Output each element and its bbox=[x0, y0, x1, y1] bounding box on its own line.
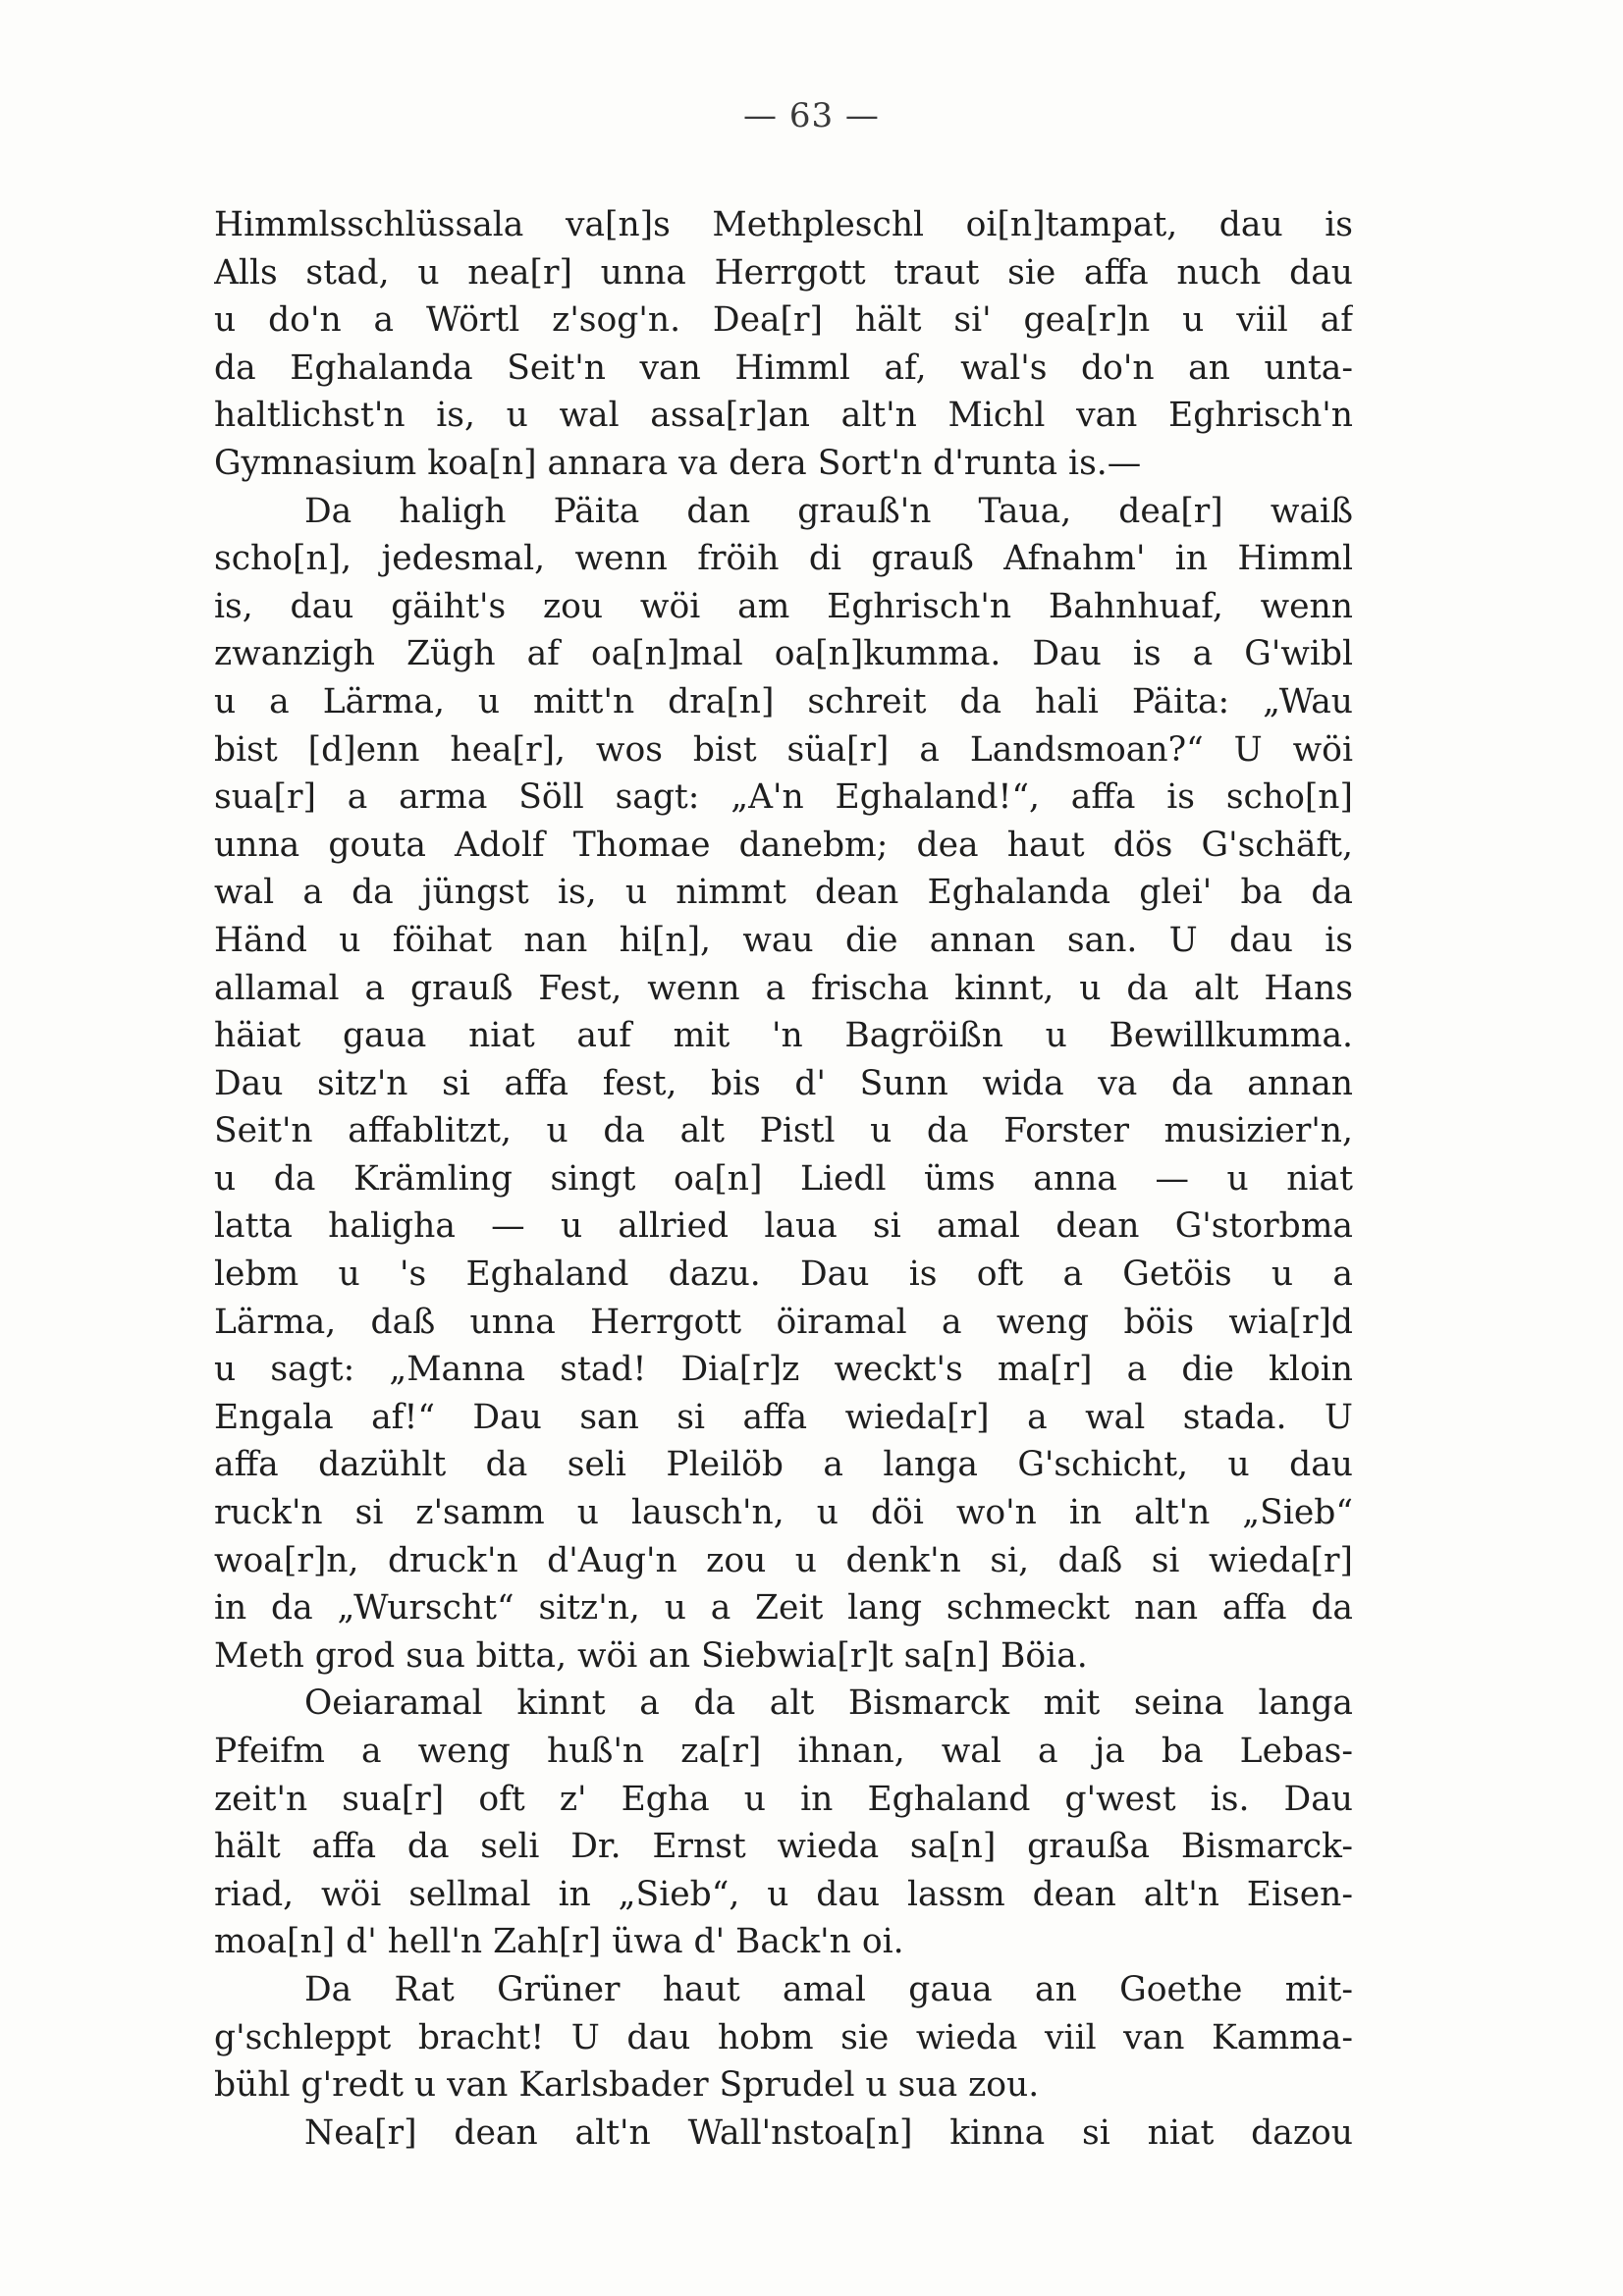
text-line: u a Lärma, u mitt'n dra[n] schreit da hali Päita: „Wau bbox=[214, 681, 1353, 721]
text-line: Dau sitz'n si affa fest, bis d' Sunn wida va da annan bbox=[214, 1063, 1353, 1103]
text-line: haltlichst'n is, u wal assa[r]an alt'n Michl van Eghrisch'n bbox=[214, 396, 1353, 436]
text-line: Da haligh Päita dan grauß'n Taua, dea[r] waiß bbox=[304, 491, 1353, 531]
text-line: lebm u 's Eghaland dazu. Dau is oft a Getöis u a bbox=[214, 1255, 1353, 1295]
text-line: Himmlsschlüssala va[n]s Methpleschl oi[n]tampat, dau is bbox=[214, 205, 1353, 244]
text-line: Händ u föihat nan hi[n], wau die annan san. U dau is bbox=[214, 920, 1353, 960]
text-line: unna gouta Adolf Thomae danebm; dea haut dös G'schäft, bbox=[214, 825, 1353, 865]
text-line: Nea[r] dean alt'n Wall'nstoa[n] kinna si niat dazou bbox=[304, 2112, 1353, 2153]
text-line: Seit'n affablitzt, u da alt Pistl u da Forster musizier'n, bbox=[214, 1111, 1353, 1151]
text-line: zwanzigh Zügh af oa[n]mal oa[n]kumma. Dau is a G'wibl bbox=[214, 634, 1353, 674]
text-line: allamal a grauß Fest, wenn a frischa kinnt, u da alt Hans bbox=[214, 968, 1353, 1008]
text-line: Alls stad, u nea[r] unna Herrgott traut sie affa nuch dau bbox=[214, 252, 1353, 293]
text-line: affa dazühlt da seli Pleilöb a langa G'schicht, u dau bbox=[214, 1445, 1353, 1485]
text-line: woa[r]n, druck'n d'Aug'n zou u denk'n si, daß si wieda[r] bbox=[214, 1540, 1353, 1580]
text-line: ruck'n si z'samm u lausch'n, u döi wo'n in alt'n „Sieb“ bbox=[214, 1493, 1353, 1533]
page-number: — 63 — bbox=[743, 96, 880, 135]
text-line: Meth grod sua bitta, wöi an Siebwia[r]t sa[n] Böia. bbox=[214, 1635, 1088, 1676]
body-text bbox=[214, 201, 1353, 2157]
text-line: u do'n a Wörtl z'sog'n. Dea[r] hält si' gea[r]n u viil af bbox=[214, 300, 1353, 341]
text-line: bühl g'redt u van Karlsbader Sprudel u sua zou. bbox=[214, 2065, 1040, 2106]
text-line: in da „Wurscht“ sitz'n, u a Zeit lang schmeckt nan affa da bbox=[214, 1588, 1353, 1629]
text-line: bist [d]enn hea[r], wos bist süa[r] a Landsmoan?“ U wöi bbox=[214, 729, 1353, 770]
text-line: riad, wöi sellmal in „Sieb“, u dau lassm dean alt'n Eisen- bbox=[214, 1874, 1353, 1914]
text-line: moa[n] d' hell'n Zah[r] üwa d' Back'n oi. bbox=[214, 1922, 904, 1962]
text-line: hält affa da seli Dr. Ernst wieda sa[n] graußa Bismarck- bbox=[214, 1827, 1353, 1867]
text-line: u da Krämling singt oa[n] Liedl üms anna — u niat bbox=[214, 1158, 1353, 1199]
text-line: Engala af!“ Dau san si affa wieda[r] a wal stada. U bbox=[214, 1397, 1353, 1437]
text-line: Gymnasium koa[n] annara va dera Sort'n d'runta is.— bbox=[214, 443, 1142, 483]
text-line: latta haligha — u allried laua si amal dean G'storbma bbox=[214, 1206, 1353, 1247]
text-line: is, dau gäiht's zou wöi am Eghrisch'n Bahnhuaf, wenn bbox=[214, 586, 1353, 626]
text-line: u sagt: „Manna stad! Dia[r]z weckt's ma[r] a die kloin bbox=[214, 1350, 1353, 1390]
text-line: Da Rat Grüner haut amal gaua an Goethe mit- bbox=[304, 1969, 1353, 2009]
text-line: g'schleppt bracht! U dau hobm sie wieda viil van Kamma- bbox=[214, 2017, 1353, 2057]
text-line: Pfeifm a weng huß'n za[r] ihnan, wal a ja ba Lebas- bbox=[214, 1732, 1353, 1771]
text-line: Lärma, daß unna Herrgott öiramal a weng böis wia[r]d bbox=[214, 1302, 1353, 1342]
text-line: zeit'n sua[r] oft z' Egha u in Eghaland g'west is. Dau bbox=[214, 1779, 1353, 1819]
text-line: wal a da jüngst is, u nimmt dean Eghalanda glei' ba da bbox=[214, 873, 1353, 913]
text-line: Oeiaramal kinnt a da alt Bismarck mit seina langa bbox=[304, 1683, 1353, 1724]
text-line: scho[n], jedesmal, wenn fröih di grauß Afnahm' in Himml bbox=[214, 539, 1353, 579]
text-line: da Eghalanda Seit'n van Himml af, wal's do'n an unta- bbox=[214, 347, 1353, 388]
text-line: sua[r] a arma Söll sagt: „A'n Eghaland!“, affa is scho[n] bbox=[214, 777, 1353, 818]
text-line: häiat gaua niat auf mit 'n Bagröißn u Bewillkumma. bbox=[214, 1016, 1353, 1056]
